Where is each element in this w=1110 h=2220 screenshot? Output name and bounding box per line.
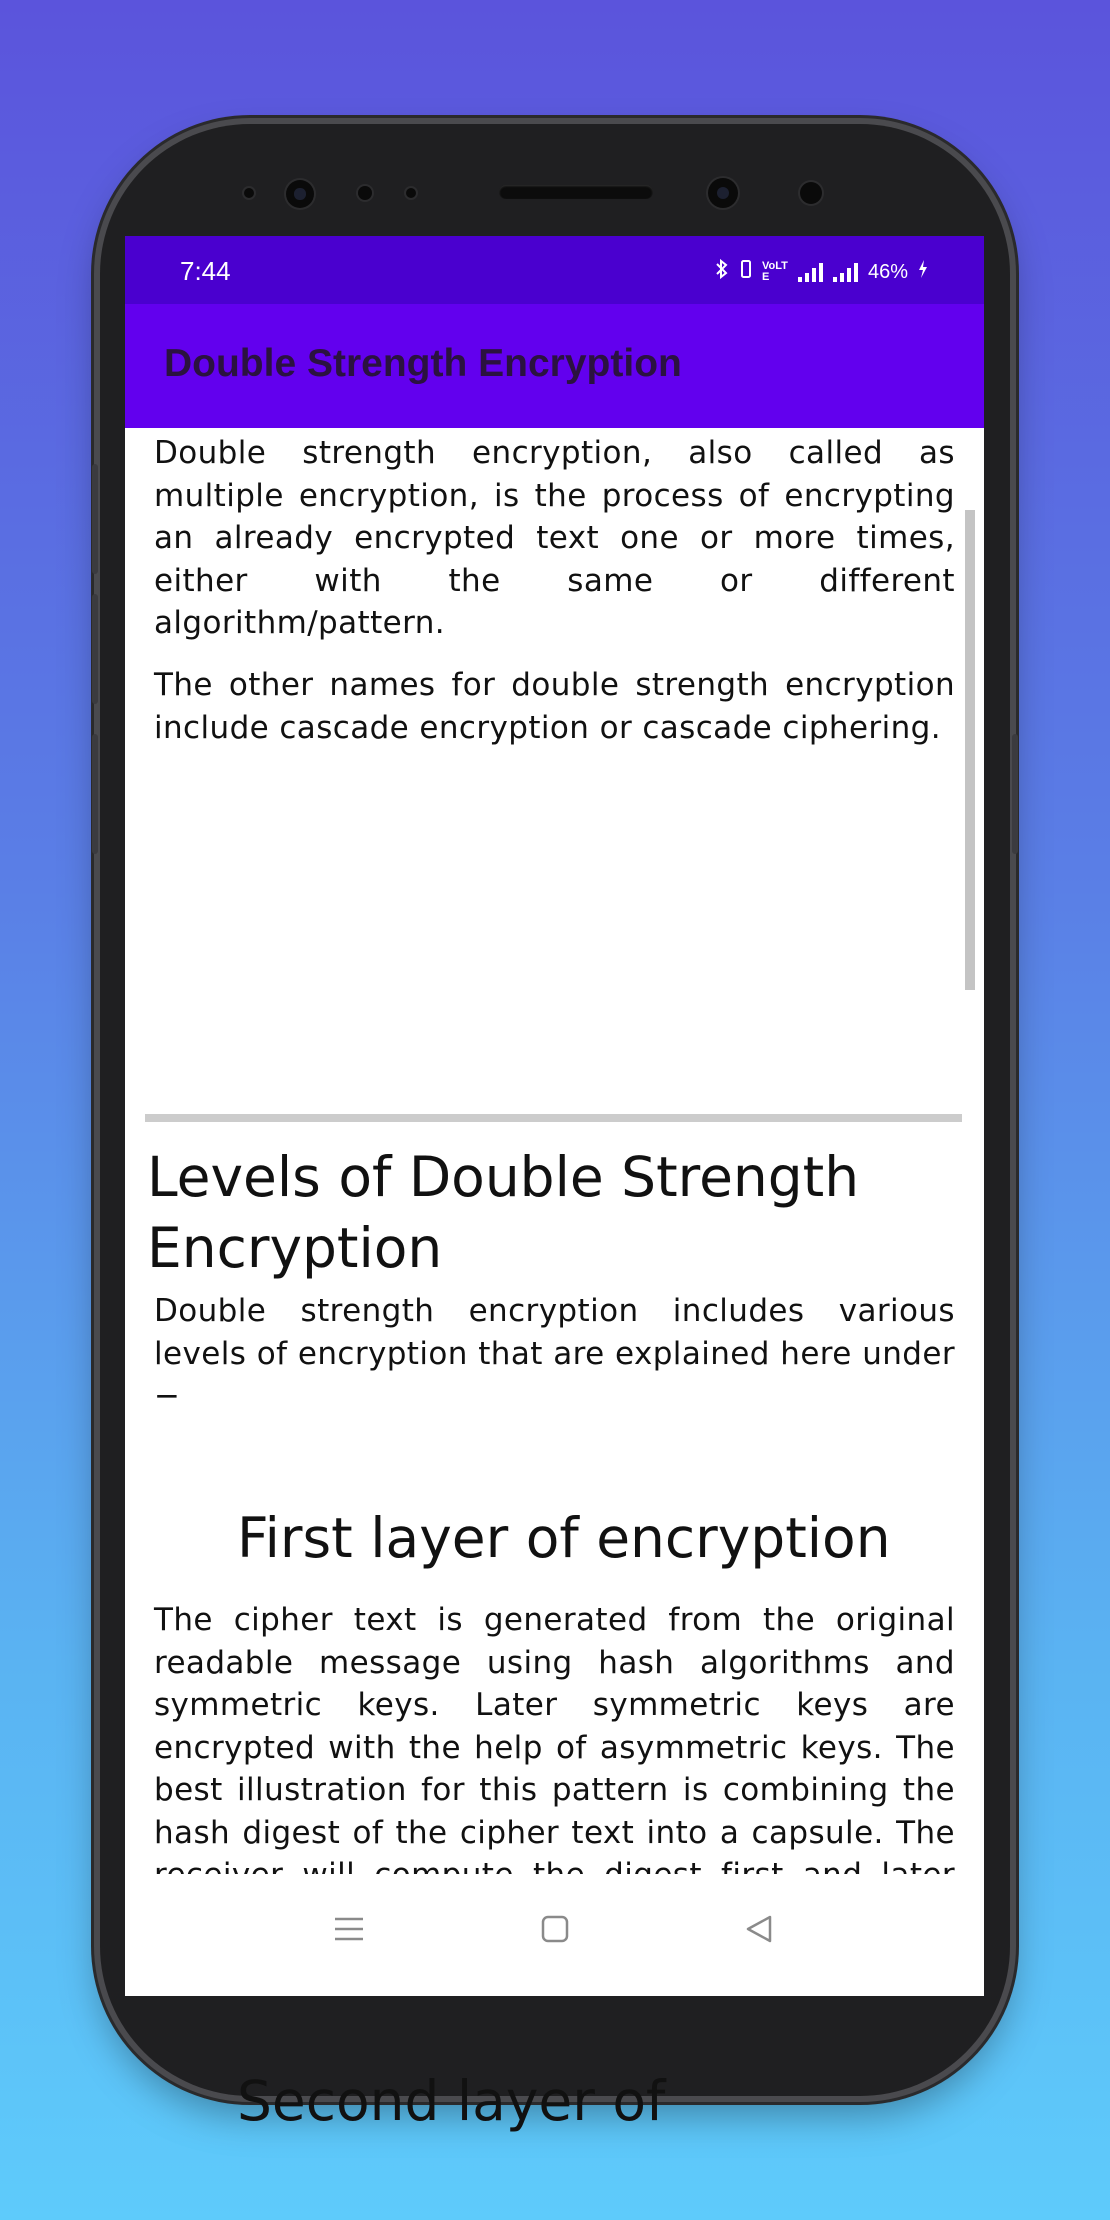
bixby-button: [92, 734, 98, 854]
volte-icon: VoLTE: [761, 260, 788, 283]
levels-heading: Levels of Double Strength Encryption: [147, 1145, 860, 1280]
front-camera-icon: [286, 180, 314, 208]
intro-paragraph-2: The other names for double strength encryption include cascade encryption or cascade ciphering.: [154, 667, 955, 746]
status-bar: [125, 236, 984, 304]
earpiece-speaker: [499, 185, 653, 199]
iris-led: [800, 182, 822, 204]
power-button: [1012, 734, 1018, 854]
signal-icon: [798, 262, 823, 282]
light-sensor-2: [406, 188, 416, 198]
recents-button[interactable]: [299, 1874, 399, 1984]
menu-icon: [333, 1915, 365, 1943]
app-bar: [125, 304, 984, 428]
volume-down-button: [92, 594, 98, 704]
scrollbar[interactable]: [965, 510, 975, 990]
intro-paragraph-1: Double strength encryption, also called as multiple encryption, is the process of encrypting an already encrypted text one or more times, either with the same or different algorithm/pattern.: [154, 435, 955, 641]
first-layer-paragraph: The cipher text is generated from the original readable message using hash algorithms and symmetric keys. Later symmetric keys are encrypted with the help of asymmetric keys. The best illustration for this pattern is combining the hash digest of the cipher text into a capsule. The: [154, 1602, 955, 1851]
back-button[interactable]: [709, 1874, 809, 1984]
app-title: Double Strength Encryption: [164, 342, 682, 385]
back-icon: [744, 1914, 774, 1944]
bluetooth-icon: [714, 258, 730, 286]
vibrate-icon: [740, 258, 752, 286]
first-layer-heading: First layer of encryption: [237, 1506, 891, 1570]
navigation-bar: [125, 1874, 984, 1996]
iris-camera-icon: [708, 178, 738, 208]
home-button[interactable]: [505, 1874, 605, 1984]
phone-frame: [100, 124, 1010, 2133]
levels-paragraph: Double strength encryption includes various levels of encryption that are explained here under −: [154, 1293, 955, 1414]
status-time: 7:44: [180, 256, 231, 286]
section-divider: [145, 1114, 962, 1122]
home-icon: [540, 1914, 570, 1944]
charging-icon: [918, 259, 928, 285]
volume-up-button: [92, 464, 98, 574]
light-sensor: [358, 186, 372, 200]
proximity-sensor: [244, 188, 254, 198]
status-icons: [714, 258, 928, 286]
signal-icon-2: [833, 262, 858, 282]
article-content[interactable]: [125, 428, 984, 2133]
battery-percent: 46%: [867, 260, 908, 283]
second-layer-heading: Second layer of: [237, 2069, 666, 2133]
screen: [125, 236, 984, 2133]
